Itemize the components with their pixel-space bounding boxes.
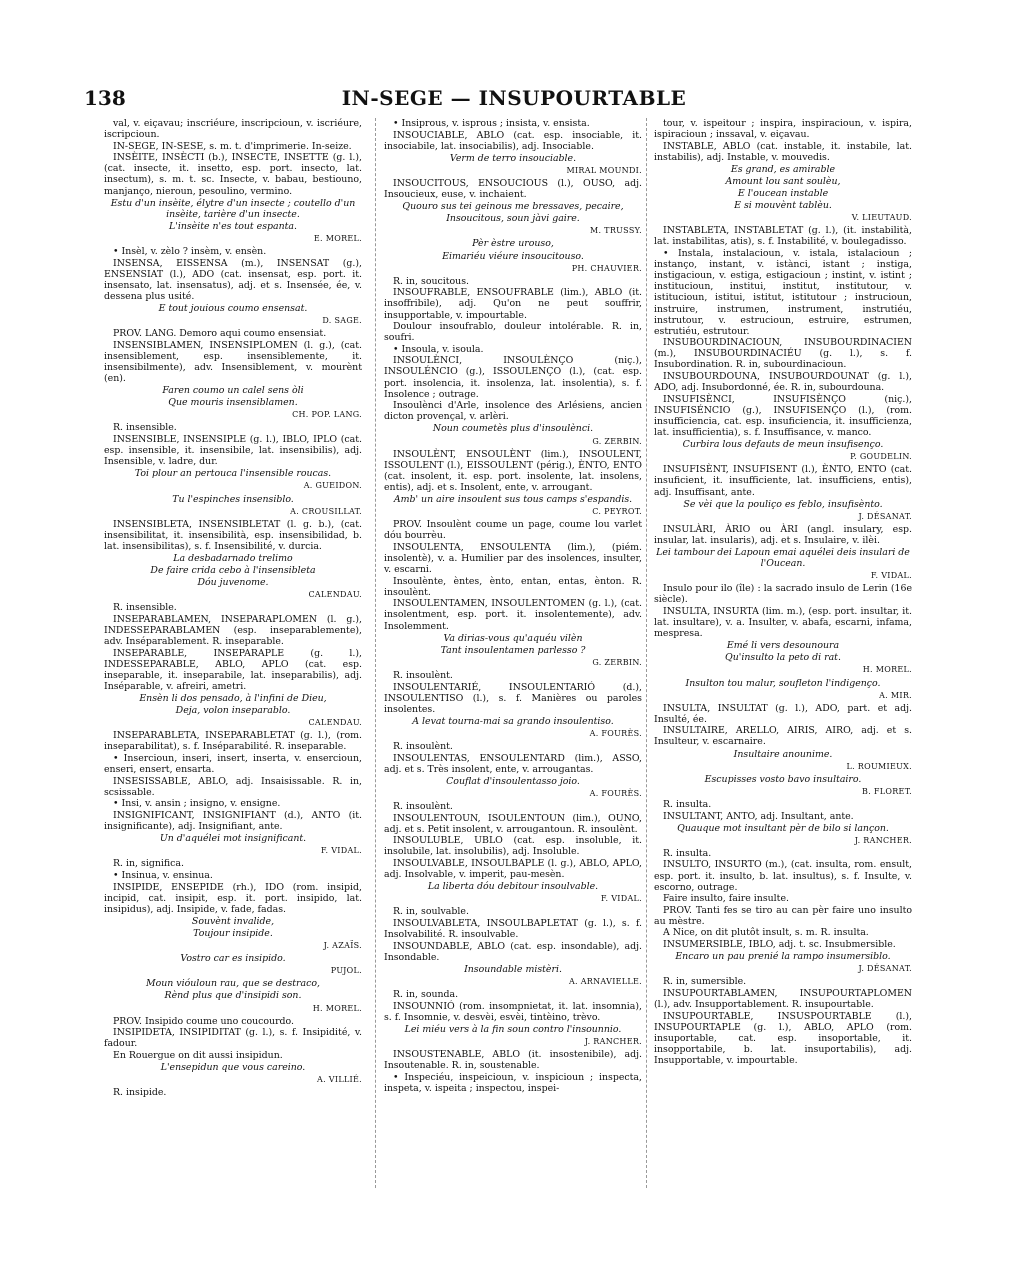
- dictionary-entry: INSOUCIABLE, ABLO (cat. esp. insociable, it. insociabile, lat. insociabilis), adj. Insociable.: [384, 129, 642, 152]
- dictionary-entry: INSUBOURDOUNA, INSUBOURDOUNAT (g. l.), ADO, adj. Insubordonné, ée. R. in, subourdouna.: [654, 371, 912, 394]
- dictionary-entry: INSOULVABLE, INSOULBAPLE (l. g.), ABLO, APLO, adj. Insolvable, v. imperit, pau-mesèn.: [384, 857, 642, 880]
- dictionary-entry: INSOUNDABLE, ABLO (cat. esp. insondable), adj. Insondable.: [384, 940, 642, 963]
- dictionary-entry: • Inspeciéu, inspeicioun, v. inspicioun ; inspecta, inspeta, v. ispeita ; inspectou, inspei-: [384, 1071, 642, 1094]
- quotation: Tu l'espinches insensiblo.: [172, 493, 294, 505]
- quote-source: F. VIDAL.: [320, 846, 362, 856]
- quotation: Tant insoulentamen parlesso ?: [440, 644, 586, 656]
- quotation: Deja, volon inseparablo.: [175, 705, 291, 717]
- dictionary-entry: INSÈITE, INSÈCTI (b.), INSECTE, INSETTE (g. l.), (cat. insecte, it. insetto, esp. port. insecto, lat. insectum), s. m. t. sc. Insecte, v. babau, bestiouno, manjanço, nieroun, pesoulino, vermino.: [104, 152, 362, 197]
- dictionary-entry: R. in, significa.: [113, 858, 184, 870]
- running-title: IN-SEGE — INSUPOURTABLE: [341, 86, 687, 110]
- quotation: Pèr èstre urouso,: [472, 238, 554, 250]
- quote-source: CH. POP. LANG.: [292, 410, 362, 420]
- column-divider: [375, 118, 376, 1188]
- page-number: 138: [84, 86, 126, 110]
- dictionary-entry: INSULTA, INSULTAT (g. l.), ADO, part. et adj. Insulté, ée.: [654, 702, 912, 725]
- quotation: L'ensepidun que vous careino.: [160, 1062, 306, 1073]
- dictionary-entry: Doulour insoufrablo, douleur intolérable. R. in, soufri.: [384, 321, 642, 344]
- quote-source: J. RANCHER.: [584, 1036, 642, 1046]
- quotation: Ensèn li dos pensado, à l'infini de Dieu,: [139, 693, 327, 705]
- column-middle: [384, 118, 642, 1188]
- quote-source: A. CROUSILLAT.: [290, 506, 362, 516]
- dictionary-entry: INSEPARABLETA, INSEPARABLETAT (g. l.), (rom. inseparabilitat), s. f. Inséparabilité. R. inseparable.: [104, 730, 362, 753]
- dictionary-entry: R. in, sounda.: [393, 988, 459, 1000]
- dictionary-entry: val, v. eiçavau; inscriéure, inscripcioun, v. iscriéure, iscripcioun.: [104, 118, 362, 141]
- dictionary-entry: R. insoulènt.: [393, 669, 453, 681]
- quote-source: C. PEYROT.: [592, 507, 642, 517]
- quotation: Eimariéu viéure insoucitouso.: [442, 250, 584, 262]
- dictionary-entry: INSENSIBLAMEN, INSENSIPLOMEN (l. g.), (cat. insensiblement, esp. insensiblemente, it. insensibilmente), adv. Insensiblement, v. mourènt (en).: [104, 339, 362, 385]
- quotation: Toujour insipide.: [193, 927, 273, 939]
- dictionary-entry: • Insinua, v. ensinua.: [113, 870, 213, 881]
- quote-source: CALENDAU.: [308, 718, 362, 728]
- dictionary-entry: R. insipide.: [113, 1087, 167, 1099]
- dictionary-entry: INSOULENTARIÉ, INSOULENTARIÓ (d.), INSOULENTISO (l.), s. f. Manières ou paroles insolentes.: [384, 681, 642, 715]
- quotation: Emé li vers desounoura: [726, 640, 840, 652]
- dictionary-entry: PROV. LANG. Demoro aqui coumo ensensiat.: [113, 328, 327, 340]
- quotation: Insultaire anounime.: [733, 748, 833, 760]
- quotation: Moun vióuloun rau, que se destraco,: [145, 978, 321, 990]
- dictionary-entry: INSUPOURTABLAMEN, INSUPOURTAPLOMEN (l.), adv. Insupportablement. R. insupourtable.: [654, 987, 912, 1011]
- dictionary-entry: R. in, soucitous.: [393, 275, 469, 287]
- dictionary-entry: INSOUFRABLE, ENSOUFRABLE (lim.), ABLO (it. insoffribile), adj. Qu'on ne peut souffrir, insupportable, v. impourtable.: [384, 287, 642, 321]
- dictionary-entry: PROV. Insoulènt coume un page, coume lou varlet dóu bourrèu.: [384, 519, 642, 542]
- column-right: [654, 118, 912, 1188]
- dictionary-entry: • Insi, v. ansin ; insigno, v. ensigne.: [113, 798, 281, 810]
- dictionary-entry: INSESISSABLE, ABLO, adj. Insaisissable. R. in, scsissable.: [104, 775, 362, 798]
- quote-source: J. AZAÏS.: [323, 941, 362, 951]
- quotation: La desbadarnado trelimo: [173, 552, 293, 564]
- dictionary-entry: INSEPARABLAMEN, INSEPARAPLOMEN (l. g.), INDESSEPARABLAMEN (esp. inseparablemente), adv. Inséparablement. R. inseparable.: [104, 613, 362, 648]
- dictionary-entry: R. in, sumersible.: [663, 976, 747, 988]
- dictionary-entry: INSIPIDETA, INSIPIDITAT (g. l.), s. f. Insipidité, v. fadour.: [104, 1027, 362, 1050]
- quote-source: CALENDAU.: [308, 590, 362, 600]
- quotation: Rènd plus que d'insipidi son.: [164, 990, 302, 1002]
- dictionary-entry: INSOULÈNCI, INSOULÈNÇO (niç.), INSOULÉNCIO (g.), ISSOULENÇO (l.), (cat. esp. port. insolencia, it. insolenza, lat. insolentia), s. f. Insolence ; outrage.: [384, 355, 642, 400]
- quote-source: PUJOL.: [330, 966, 362, 976]
- dictionary-entry: A Nice, on dit plutôt insult, s. m. R. insulta.: [663, 927, 869, 939]
- quotation: Estu d'un insèite, élytre d'un insecte ; coutello d'un insèite, tarière d'un insecte.: [110, 197, 356, 220]
- dictionary-entry: INSIGNIFICANT, INSIGNIFIANT (d.), ANTO (it. insignificante), adj. Insignifiant, ante.: [104, 810, 362, 833]
- quote-source: B. FLORET.: [862, 786, 912, 796]
- quote-source: J. DÉSANAT.: [858, 964, 912, 974]
- dictionary-entry: INSENSA, EISSENSA (m.), INSENSAT (g.), ENSENSIAT (l.), ADO (cat. insensat, esp. port. it. insensato, lat. insensatus), adj. et s. Insensée, ée, v. dessena plus usité.: [104, 257, 362, 302]
- quotation: Lei tambour dei Lapoun emai aquélei deis insulari de l'Oucean.: [656, 546, 910, 570]
- quotation: Couflat d'insoulentasso joio.: [446, 775, 580, 787]
- quote-source: F. VIDAL.: [600, 894, 642, 904]
- dictionary-entry: • Insercioun, inseri, insert, inserta, v. ensercioun, enseri, ensert, ensarta.: [104, 753, 362, 776]
- quotation: Noun coumetès plus d'insoulènci.: [432, 423, 594, 435]
- quotation: Va dirias-vous qu'aquéu vilèn: [443, 632, 583, 644]
- column-divider: [646, 118, 647, 1188]
- dictionary-entry: INSIPIDE, ENSEPIDE (rh.), IDO (rom. insipid, incipid, cat. insipit, esp. it. port. insipido, lat. insipidus), adj. Insipide, v. fade, fadas.: [104, 881, 362, 915]
- quote-source: M. TRUSSY.: [590, 226, 642, 236]
- quotation: Se vèi que la pouliço es feblo, insufisènto.: [683, 498, 883, 510]
- quotation: Souvènt invalide,: [191, 915, 275, 927]
- dictionary-entry: R. insulta.: [663, 847, 712, 859]
- dictionary-entry: Faire insulto, faire insulte.: [663, 893, 789, 905]
- dictionary-entry: INSOULENTAS, ENSOULENTARD (lim.), ASSO, adj. et s. Très insolent, ente, v. arrougantas.: [384, 752, 642, 775]
- dictionary-entry: • Insèl, v. zèlo ? insèm, v. ensèn.: [113, 246, 267, 258]
- quote-source: MIRAL MOUNDI.: [566, 165, 642, 175]
- dictionary-entry: PROV. Insipido coume uno coucourdo.: [113, 1015, 295, 1027]
- dictionary-entry: INSENSIBLE, INSENSIPLE (g. l.), IBLO, IPLO (cat. esp. insensible, it. insensibile, lat. insensibilis), adj. Insensible, v. ladre, dur.: [104, 434, 362, 468]
- dictionary-entry: INSOULENTA, ENSOULENTA (lim.), (piém. insolentè), v. a. Humilier par des insolences, insulter, v. escarni.: [384, 541, 642, 576]
- quotation: L'insèite n'es tout espanta.: [169, 220, 297, 232]
- dictionary-entry: R. insensible.: [113, 602, 177, 614]
- quotation: Insoucitous, soun jàvi gaire.: [446, 213, 580, 225]
- quotation: Lei miéu vers à la fin soun contro l'insounnio.: [404, 1023, 622, 1035]
- dictionary-entry: INSULTAIRE, ARELLO, AIRIS, AIRO, adj. et s. Insulteur, v. escarnaire.: [654, 725, 912, 748]
- quote-source: H. MOREL.: [862, 665, 912, 675]
- quote-source: E. MOREL.: [313, 233, 362, 243]
- column-left: [104, 118, 362, 1188]
- page-header: [84, 86, 944, 114]
- dictionary-entry: Insoulènci d'Arle, insolence des Arlésiens, ancien dicton provençal, v. arlèri.: [384, 400, 642, 423]
- dictionary-entry: En Rouergue on dit aussi insipidun.: [113, 1049, 283, 1061]
- dictionary-entry: INSUMERSIBLE, IBLO, adj. t. sc. Insubmersible.: [663, 939, 896, 951]
- dictionary-entry: INSOULENTOUN, ISOULENTOUN (lim.), OUNO, adj. et s. Petit insolent, v. arrougantoun. R. insoulènt.: [384, 812, 642, 835]
- quotation: Qu'insulto la peto di rat.: [725, 652, 841, 664]
- quote-source: A. FOURÈS.: [589, 728, 642, 738]
- quote-source: L. ROUMIEUX.: [846, 761, 912, 771]
- dictionary-entry: INSOULENTAMEN, INSOULENTOMEN (g. l.), (cat. insolentment, esp. port. it. insolentemente), adv. Insolemment.: [384, 598, 642, 632]
- dictionary-entry: • Insiprous, v. isprous ; insista, v. ensista.: [393, 118, 590, 129]
- dictionary-entry: INSULÀRI, ÀRIO ou ÀRI (angl. insulary, esp. insular, lat. insularis), adj. et s. Insulaire, v. ilèi.: [654, 523, 912, 546]
- dictionary-entry: INSUFISÈNCI, INSUFISÈNÇO (niç.), INSUFISÉNCIO (g.), INSUFISENÇO (l.), (rom. insufficiencia, cat. esp. insuficiencia, it. insufficienza, lat. insufficientia), s. f. Insuffisance, v. manco.: [654, 393, 912, 439]
- quote-source: D. SAGE.: [322, 316, 362, 326]
- quote-source: G. ZERBIN.: [592, 436, 642, 446]
- quotation: De faire crida cebo à l'insensibleta: [150, 565, 316, 577]
- dictionary-entry: INSOUSTENABLE, ABLO (it. insostenibile), adj. Insoutenable. R. in, soustenable.: [384, 1048, 642, 1071]
- quotation: E l'oucean instable: [737, 188, 829, 200]
- quote-source: H. MOREL.: [312, 1003, 362, 1013]
- dictionary-entry: INSULTANT, ANTO, adj. Insultant, ante.: [663, 810, 854, 822]
- dictionary-entry: INSOUNNIÓ (rom. insompnietat, it. lat. insomnia), s. f. Insomnie, v. desvèi, esvèi, tintèino, trèvo.: [384, 1000, 642, 1023]
- quote-source: A. VILLIÉ.: [317, 1075, 362, 1085]
- dictionary-entry: • Insoula, v. isoula.: [393, 343, 484, 355]
- dictionary-entry: INSULTO, INSURTO (m.), (cat. insulta, rom. ensult, esp. port. it. insulto, b. lat. insultus), s. f. Insulte, v. escorno, outrage.: [654, 859, 912, 893]
- dictionary-entry: Insoulènte, èntes, ènto, entan, entas, ènton. R. insoulènt.: [384, 575, 642, 598]
- dictionary-entry: R. insulta.: [663, 798, 712, 810]
- quotation: La liberta dóu debitour insoulvable.: [427, 881, 599, 893]
- quotation: Un d'aquélei mot insignificant.: [159, 833, 307, 845]
- quotation: Amb' un aire insoulent sus tous camps s'espandis.: [393, 494, 633, 505]
- quotation: Insoundable mistèri.: [464, 963, 562, 975]
- dictionary-entry: INSENSIBLETA, INSENSIBLETAT (l. g. b.), (cat. insensibilitat, it. insensibilità, esp. insensibilidad, b. lat. insensibilitas), s. f. Insensibilité, v. durcia.: [104, 518, 362, 552]
- quotation: Dóu juvenome.: [197, 577, 269, 589]
- dictionary-entry: IN-SEGE, IN-SESE, s. m. t. d'imprimerie. In-seize.: [113, 140, 352, 152]
- quotation: Vostro car es insipido.: [180, 953, 286, 965]
- dictionary-entry: INSTABLE, ABLO (cat. instable, it. instabile, lat. instabilis), adj. Instable, v. mouvedis.: [654, 140, 912, 163]
- dictionary-entry: R. insoulènt.: [393, 740, 453, 752]
- quote-source: V. LIEUTAUD.: [851, 213, 912, 223]
- dictionary-entry: INSOULUBLE, UBLO (cat. esp. insoluble, it. insolubile, lat. insolubilis), adj. Insoluble.: [384, 835, 642, 858]
- quote-source: A. MIR.: [879, 690, 912, 700]
- dictionary-entry: INSTABLETA, INSTABLETAT (g. l.), (it. instabilità, lat. instabilitas, atis), s. f. Instabilité, v. boulegadisso.: [654, 225, 912, 248]
- dictionary-entry: R. in, soulvable.: [393, 906, 469, 918]
- dictionary-entry: INSUFISÈNT, INSUFISENT (l.), ÈNTO, ENTO (cat. insuficient, it. insufficiente, lat. insufficiens, entis), adj. Insuffisant, ante.: [654, 464, 912, 498]
- quote-source: A. GUEIDON.: [303, 481, 362, 491]
- dictionary-entry: Insulo pour ilo (île) : la sacrado insulo de Lerin (16e siècle).: [654, 583, 912, 606]
- dictionary-entry: INSEPARABLE, INSEPARAPLE (g. l.), INDESSEPARABLE, ABLO, APLO (cat. esp. inseparable, it. inseparabile, lat. inseparabilis), adj. Inséparable, v. afreiri, ametri.: [104, 647, 362, 692]
- quote-source: A. FOURÈS.: [589, 788, 642, 798]
- quote-source: F. VIDAL.: [870, 571, 912, 581]
- quotation: Insulton tou malur, soufleton l'indigenço.: [685, 677, 881, 689]
- dictionary-entry: tour, v. ispeitour ; inspira, inspiracioun, v. ispira, ispiracioun ; inssaval, v. eiçavau.: [654, 118, 912, 141]
- dictionary-entry: PROV. Tanti fes se tiro au can pèr faire uno insulto au mèstre.: [654, 904, 912, 927]
- quote-source: A. ARNAVIELLE.: [568, 976, 642, 986]
- dictionary-entry: INSOUCITOUS, ENSOUCIOUS (l.), OUSO, adj. Insoucieux, euse, v. inchaient.: [384, 177, 642, 201]
- dictionary-entry: INSOULÈNT, ENSOULÈNT (lim.), INSOULENT, ISSOULENT (l.), EISSOULENT (périg.), ÈNTO, ENTO (cat. insolent, it. esp. port. insolente, lat. insolens, entis), adj. et s. Insolent, ente, v. arrougant.: [384, 448, 642, 493]
- dictionary-entry: INSUPOURTABLE, INSUSPOURTABLE (l.), INSUPOURTAPLE (g. l.), ABLO, APLO (rom. insuportable, cat. esp. insoportable, it. insopportabile, b. lat. insuportabilis), adj. Insupportable, v. impourtable.: [654, 1010, 912, 1066]
- quotation: Amount lou sant soulèu,: [725, 175, 841, 187]
- quotation: Faren coumo un calel sens òli: [162, 385, 304, 397]
- dictionary-entry: R. insoulènt.: [393, 800, 453, 812]
- quotation: Encaro un pau prenié la rampo insumersiblo.: [675, 951, 891, 963]
- quotation: Toi plour an pertouca l'insensible roucas.: [134, 468, 332, 480]
- quotation: Quauque mot insultant pèr de bilo si lançon.: [677, 822, 889, 834]
- quotation: Escupisses vosto bavo insultairo.: [704, 773, 862, 785]
- quote-source: PH. CHAUVIER.: [571, 263, 642, 273]
- dictionary-entry: • Instala, instalacioun, v. istala, istalacioun ; instanço, instant, v. istànci, istant ; instiga, instigacioun, v. estiga, estigacioun ; instint, v. istint ; institucioun, institui, institut, institutour, v. istitucioun, istitui, istitut, istitutour ; instrucioun, instruire, instrumen, instrument, instrutiéu, instrutour, v. estrucioun, estruire, estrumen, estrutiéu, estrutour.: [654, 248, 912, 337]
- dictionary-entry: R. insensible.: [113, 422, 177, 434]
- quotation: Verm de terro insouciable.: [449, 152, 577, 164]
- quote-source: J. DÉSANAT.: [858, 511, 912, 521]
- quotation: E si mouvènt tablèu.: [734, 200, 832, 212]
- quotation: Que mouris insensiblamen.: [168, 397, 298, 409]
- quotation: Curbira lous defauts de meun insufisenço.: [682, 439, 884, 451]
- quote-source: P. GOUDELIN.: [850, 452, 912, 462]
- dictionary-entry: INSOULVABLETA, INSOULBAPLETAT (g. l.), s. f. Insolvabilité. R. insoulvable.: [384, 917, 642, 940]
- dictionary-entry: INSUBOURDINACIOUN, INSUBOURDINACIEN (m.), INSUBOURDINACIÉU (g. l.), s. f. Insubordination. R. in, subourdinacioun.: [654, 337, 912, 371]
- quotation: A levat tourna-mai sa grando insoulentiso.: [412, 715, 614, 727]
- dictionary-entry: INSULTA, INSURTA (lim. m.), (esp. port. insultar, it. lat. insultare), v. a. Insulter, v. abafa, escarni, infama, mespresa.: [654, 605, 912, 640]
- quotation: E tout jouious coumo ensensat.: [158, 303, 308, 314]
- quotation: Es grand, es amirable: [730, 163, 836, 175]
- quotation: Quouro sus tei geinous me bressaves, pecaire,: [402, 201, 624, 213]
- quote-source: J. RANCHER.: [854, 835, 912, 845]
- quote-source: G. ZERBIN.: [592, 657, 642, 667]
